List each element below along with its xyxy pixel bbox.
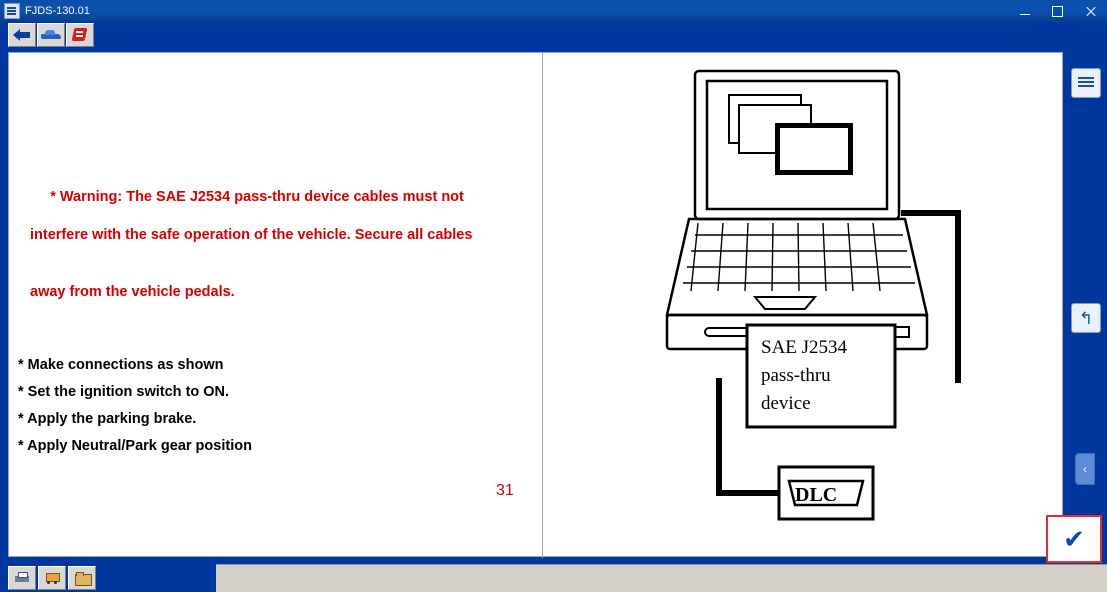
window-title-bar [0, 0, 1107, 22]
instruction-item: * Apply the parking brake. [18, 411, 197, 427]
window-title: FJDS-130.01 [25, 5, 90, 17]
window-controls [1008, 0, 1107, 22]
connection-diagram [543, 53, 1063, 558]
vehicle-icon [41, 30, 61, 41]
chevron-left-icon: ‹ [1083, 462, 1087, 476]
app-window-icon [4, 3, 20, 19]
collapse-panel-button[interactable] [1075, 453, 1095, 485]
undo-arrow-icon: ↰ [1078, 308, 1094, 328]
menu-button[interactable] [1071, 68, 1101, 98]
main-toolbar [0, 22, 1107, 48]
status-message [216, 564, 1107, 592]
back-arrow-icon [13, 29, 31, 41]
back-button[interactable] [8, 23, 36, 47]
status-bar [0, 564, 1107, 592]
minimize-button[interactable] [1008, 0, 1041, 22]
content-area [0, 48, 1107, 564]
instruction-item: * Make connections as shown [18, 357, 224, 373]
diagnostic-tool-icon [71, 27, 89, 43]
diagnostic-tool-button[interactable] [66, 23, 94, 47]
save-button[interactable] [68, 566, 96, 590]
instruction-text-block [18, 169, 528, 460]
list-menu-icon [1078, 76, 1094, 90]
confirm-button[interactable] [1046, 515, 1102, 563]
print-icon [14, 572, 30, 585]
instruction-page [8, 52, 1063, 557]
device-label-line1: SAE J2534 [761, 337, 848, 358]
print-button[interactable] [8, 566, 36, 590]
undo-button[interactable] [1071, 303, 1101, 333]
minimize-icon [1020, 14, 1030, 15]
cart-icon [44, 572, 60, 585]
instruction-item: * Apply Neutral/Park gear position [18, 438, 252, 454]
dlc-label: DLC [795, 484, 838, 506]
cart-button[interactable] [38, 566, 66, 590]
check-icon: ✔ [1063, 524, 1085, 554]
instruction-item: * Set the ignition switch to ON. [18, 384, 230, 400]
close-button[interactable] [1074, 0, 1107, 22]
close-icon [1085, 6, 1096, 17]
maximize-button[interactable] [1041, 0, 1074, 22]
status-bar-buttons [8, 566, 98, 590]
save-icon [75, 572, 90, 585]
warning-line-3: away from the vehicle pedals. [30, 284, 235, 300]
warning-line-2: interfere with the safe operation of the vehicle. Secure all cables [30, 227, 473, 243]
page-number: 31 [496, 482, 514, 499]
warning-line-1: * Warning: The SAE J2534 pass-thru device cables must not [50, 189, 464, 205]
vehicle-button[interactable] [37, 23, 65, 47]
device-label-line2: pass-thru [761, 365, 831, 386]
warning-text [18, 169, 528, 340]
device-label-line3: device [761, 393, 811, 414]
connection-diagram-svg [543, 53, 1063, 558]
maximize-icon [1052, 6, 1063, 17]
